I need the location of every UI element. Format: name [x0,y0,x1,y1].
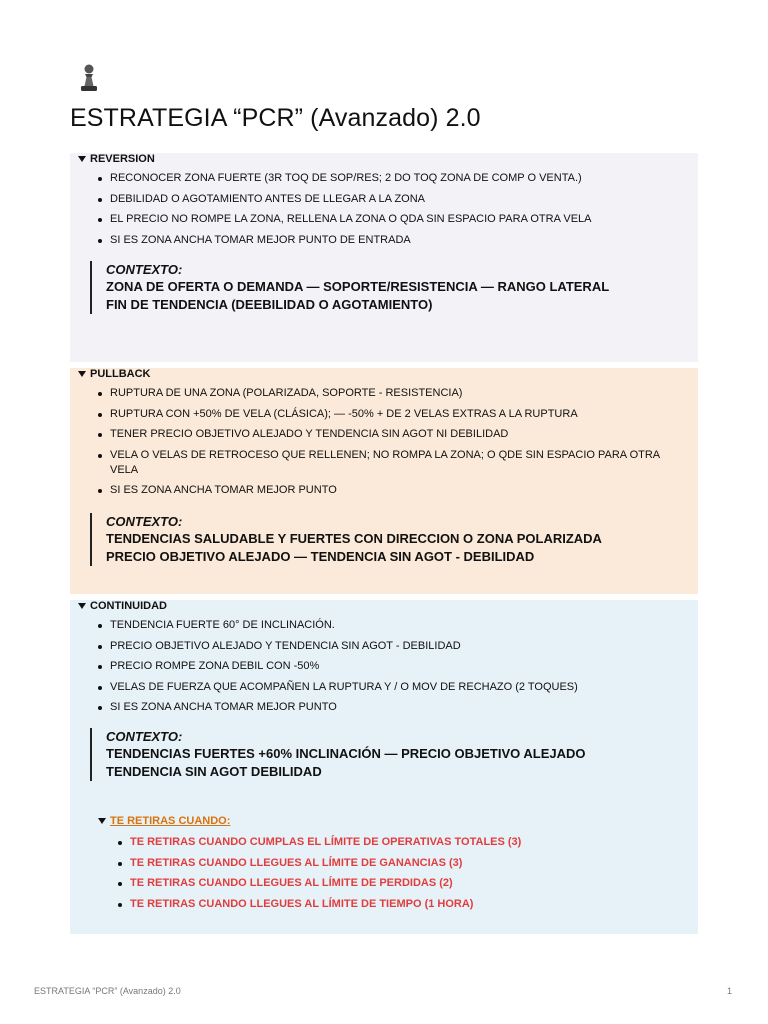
context-line: ZONA DE OFERTA O DEMANDA — SOPORTE/RESISTENCIA — RANGO LATERAL [106,279,610,294]
context-label: CONTEXTO: [106,729,183,744]
triangle-down-icon[interactable] [98,818,106,824]
list-item: PRECIO OBJETIVO ALEJADO Y TENDENCIA SIN AGOT - DEBILIDAD [94,639,684,654]
toggle-reversion[interactable] [78,153,155,165]
sub-toggle-heading[interactable]: TE RETIRAS CUANDO: [110,815,231,827]
list-item: EL PRECIO NO ROMPE LA ZONA, RELLENA LA ZONA O QDA SIN ESPACIO PARA OTRA VELA [94,212,684,227]
list-item: SI ES ZONA ANCHA TOMAR MEJOR PUNTO DE ENTRADA [94,233,684,248]
section-heading: CONTINUIDAD [90,600,167,612]
triangle-down-icon[interactable] [78,371,86,377]
list-item: TENDENCIA FUERTE 60° DE INCLINACIÓN. [94,618,684,633]
list-item: VELA O VELAS DE RETROCESO QUE RELLENEN; NO ROMPA LA ZONA; O QDE SIN ESPACIO PARA OTRA VELA [94,448,684,478]
bullet-list [94,386,684,504]
list-item: TE RETIRAS CUANDO LLEGUES AL LÍMITE DE PERDIDAS (2) [114,876,704,891]
section-heading: PULLBACK [90,368,151,380]
toggle-pullback[interactable] [78,368,151,380]
section-reversion [70,153,698,362]
list-item: SI ES ZONA ANCHA TOMAR MEJOR PUNTO [94,700,684,715]
list-item: TENER PRECIO OBJETIVO ALEJADO Y TENDENCIA SIN AGOT NI DEBILIDAD [94,427,684,442]
context-line: TENDENCIAS FUERTES +60% INCLINACIÓN — PRECIO OBJETIVO ALEJADO [106,746,586,761]
context-line: TENDENCIAS SALUDABLE Y FUERTES CON DIRECCION O ZONA POLARIZADA [106,531,602,546]
page-number: 1 [727,986,733,996]
list-item: RECONOCER ZONA FUERTE (3R TOQ DE SOP/RES; 2 DO TOQ ZONA DE COMP O VENTA.) [94,171,684,186]
toggle-te-retiras[interactable] [98,815,230,827]
list-item: RUPTURA CON +50% DE VELA (CLÁSICA); — -50% + DE 2 VELAS EXTRAS A LA RUPTURA [94,407,684,422]
list-item: TE RETIRAS CUANDO CUMPLAS EL LÍMITE DE OPERATIVAS TOTALES (3) [114,835,704,850]
exit-rules-list [114,835,704,917]
list-item: TE RETIRAS CUANDO LLEGUES AL LÍMITE DE GANANCIAS (3) [114,856,704,871]
list-item: SI ES ZONA ANCHA TOMAR MEJOR PUNTO [94,483,684,498]
triangle-down-icon[interactable] [78,603,86,609]
section-pullback [70,368,698,594]
context-callout [90,728,686,781]
chess-pawn-icon [76,63,102,93]
list-item: RUPTURA DE UNA ZONA (POLARIZADA, SOPORTE - RESISTENCIA) [94,386,684,401]
list-item: TE RETIRAS CUANDO LLEGUES AL LÍMITE DE TIEMPO (1 HORA) [114,897,704,912]
triangle-down-icon[interactable] [78,156,86,162]
context-label: CONTEXTO: [106,514,183,529]
list-item: PRECIO ROMPE ZONA DEBIL CON -50% [94,659,684,674]
list-item: DEBILIDAD O AGOTAMIENTO ANTES DE LLEGAR A LA ZONA [94,192,684,207]
context-line: FIN DE TENDENCIA (DEEBILIDAD O AGOTAMIENTO) [106,297,433,312]
context-line: TENDENCIA SIN AGOT DEBILIDAD [106,764,322,779]
bullet-list [94,171,684,253]
bullet-list [94,618,684,721]
footer-title: ESTRATEGIA “PCR” (Avanzado) 2.0 [34,986,181,996]
context-callout [90,261,686,314]
list-item: VELAS DE FUERZA QUE ACOMPAÑEN LA RUPTURA Y / O MOV DE RECHAZO (2 TOQUES) [94,680,684,695]
page-title: ESTRATEGIA “PCR” (Avanzado) 2.0 [70,104,481,132]
section-heading: REVERSION [90,153,155,165]
toggle-continuidad[interactable] [78,600,167,612]
section-continuidad [70,600,698,934]
context-line: PRECIO OBJETIVO ALEJADO — TENDENCIA SIN AGOT - DEBILIDAD [106,549,535,564]
context-callout [90,513,686,566]
context-label: CONTEXTO: [106,262,183,277]
